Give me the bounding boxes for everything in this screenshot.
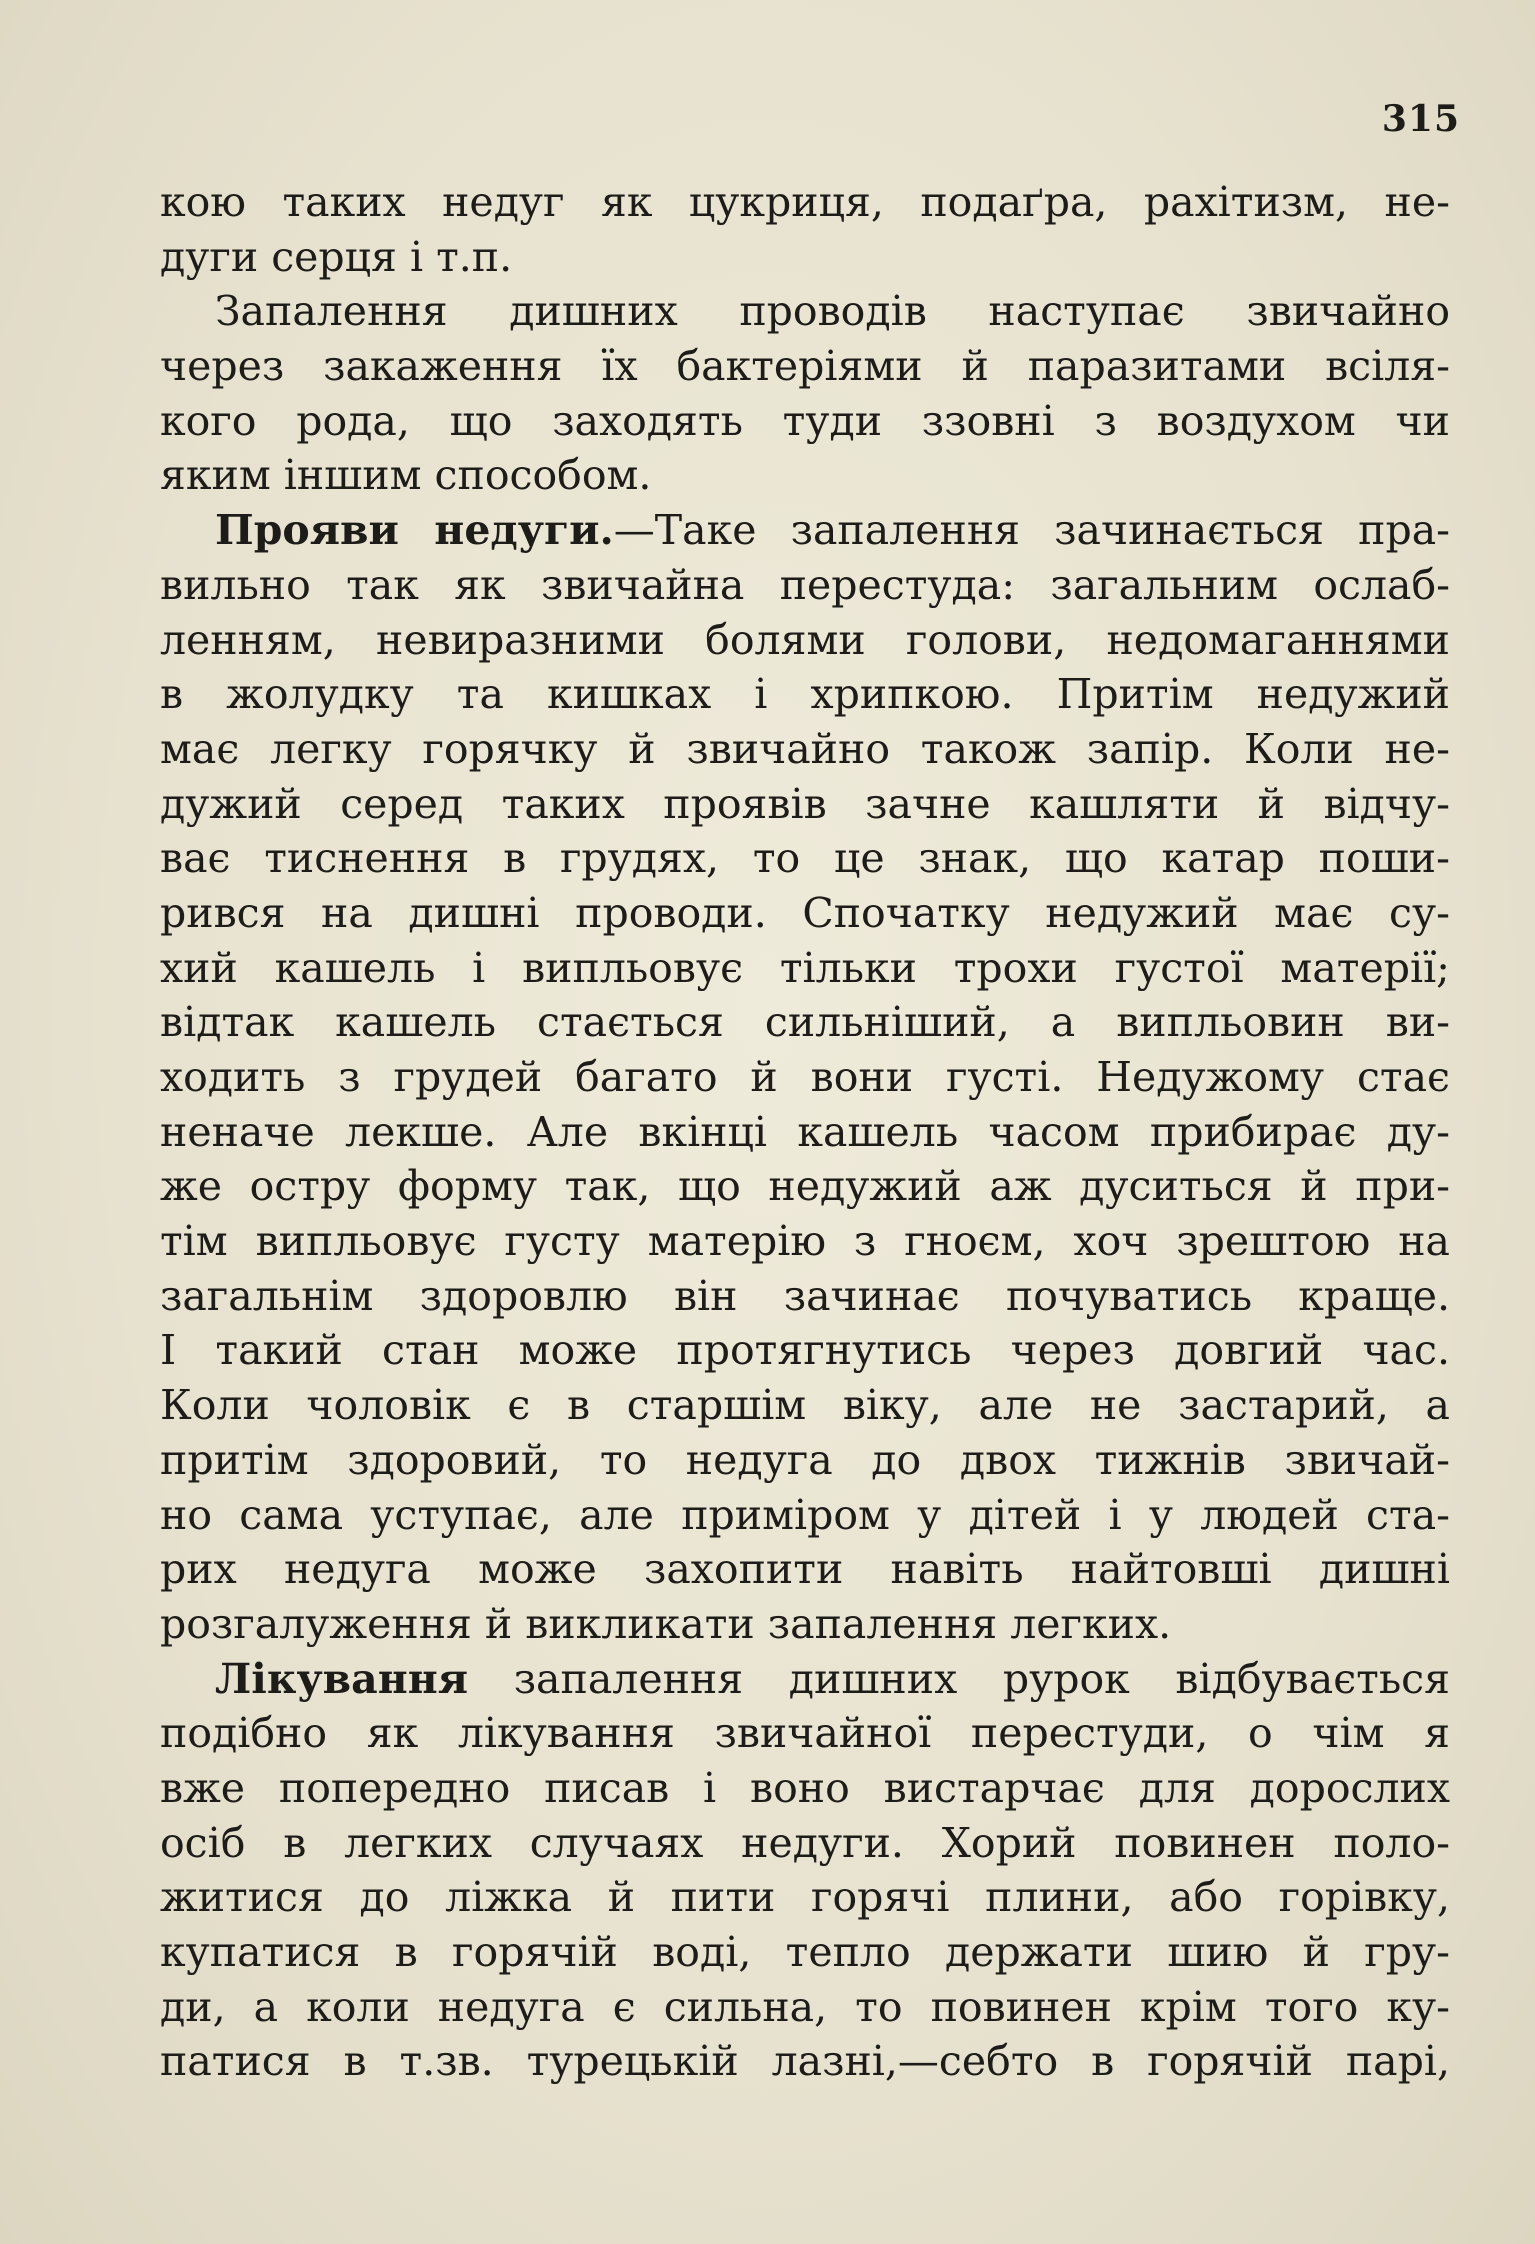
text-line: ходить з грудей багато й вони густі. Недужому стає [160, 1053, 1450, 1101]
text-line: рих недуга може захопити навіть найтовші дишні [160, 1545, 1450, 1594]
text-run: запалення дишних рурок відбувається [468, 1654, 1450, 1703]
text-line: же остру форму так, що недужий аж дуситься й при- [160, 1162, 1450, 1211]
paragraph-inflammation-cause [160, 284, 1450, 503]
text-line: загальнім здоровлю він зачинає почуватись краще. [160, 1271, 1450, 1320]
section-heading-treatment: Лікування [215, 1654, 469, 1703]
text-line: купатися в горячій воді, тепло держати шию й гру- [160, 1928, 1450, 1976]
text-line: дужий серед таких проявів зачне кашляти й відчу- [160, 779, 1450, 828]
text-line: через закаження їх бактеріями й паразитами всіля- [160, 342, 1450, 391]
text-line: яким іншим способом. [160, 451, 652, 500]
text-line: подібно як лікування звичайної перестуди, о чім я [160, 1709, 1450, 1758]
text-line: неначе лекше. Але вкінці кашель часом прибирає ду- [160, 1107, 1450, 1156]
text-line: ди, а коли недуга є сильна, то повинен крім того ку- [160, 1982, 1450, 2031]
text-line: осіб в легких случаях недуги. Хорий повинен поло- [160, 1818, 1450, 1867]
text-line: тім випльовує густу матерію з гноєм, хоч зрештою на [160, 1217, 1450, 1266]
paragraph-treatment [160, 1652, 1450, 2090]
page-number: 315 [1381, 98, 1460, 140]
text-line [160, 503, 1450, 558]
text-line: рився на дишні проводи. Спочатку недужий має су- [160, 888, 1450, 937]
text-line: вже попередно писав і воно вистарчає для дорослих [160, 1763, 1450, 1812]
text-line: дуги серця і т.п. [160, 232, 513, 281]
text-line: в жолудку та кишках і хрипкою. Притім недужий [160, 670, 1450, 719]
text-line: має легку горячку й звичайно також запір. Коли не- [160, 724, 1450, 773]
paragraph-continuation [160, 175, 1450, 284]
text-run: —Таке запалення зачинається пра- [613, 506, 1450, 555]
text-line: кого рода, що заходять туди ззовні з воздухом чи [160, 396, 1450, 445]
text-line: відтак кашель стається сильніший, а випльовин ви- [160, 998, 1450, 1047]
body-text [160, 175, 1450, 2089]
text-line: хий кашель і випльовує тільки трохи густої матерії; [160, 943, 1450, 992]
text-line: вильно так як звичайна перестуда: загальним ослаб- [160, 560, 1450, 609]
text-line: кою таких недуг як цукриця, подаґра, рахітизм, не- [160, 178, 1450, 226]
section-heading-symptoms: Прояви недуги. [215, 506, 614, 555]
text-line [160, 1652, 1450, 1707]
text-line: притім здоровий, то недуга до двох тижнів звичай- [160, 1435, 1450, 1484]
paragraph-symptoms [160, 503, 1450, 1651]
text-line: житися до ліжка й пити горячі плини, або горівку, [160, 1873, 1450, 1922]
text-line: Коли чоловік є в старшім віку, але не застарий, а [160, 1381, 1450, 1430]
text-line: ває тиснення в грудях, то це знак, що катар поши- [160, 834, 1450, 883]
text-line: розгалуження й викликати запалення легких. [160, 1599, 1172, 1648]
text-line: но сама уступає, але приміром у дітей і у людей ста- [160, 1490, 1450, 1539]
text-line: патися в т.зв. турецькій лазні,—себто в горячій парі, [160, 2037, 1450, 2086]
text-line: ленням, невиразними болями голови, недомаганнями [160, 615, 1450, 664]
text-line: Запалення дишних проводів наступає звичайно [215, 287, 1450, 336]
text-line: І такий стан може протягнутись через довгий час. [160, 1326, 1450, 1375]
